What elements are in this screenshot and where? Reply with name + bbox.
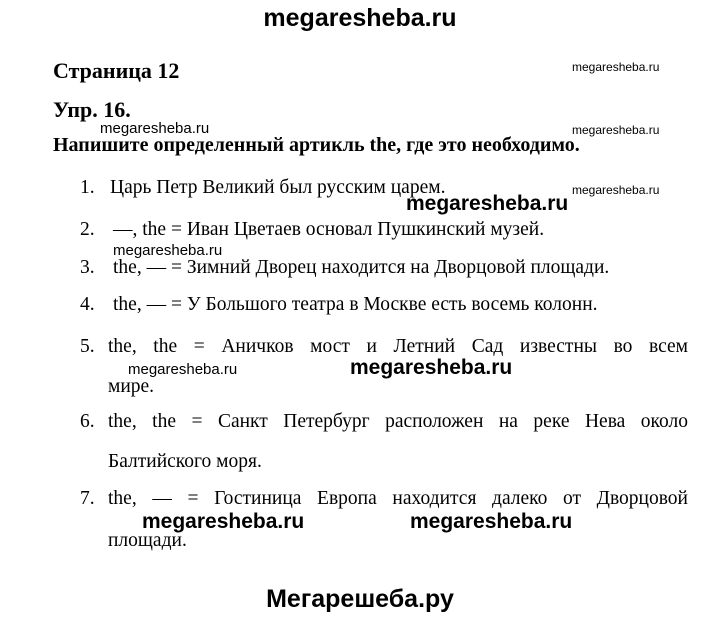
item-number: 1. <box>80 177 95 198</box>
item-text-line: мире. <box>108 376 155 397</box>
watermark-medium: megaresheba.ru <box>406 192 569 215</box>
exercise-title: Упр. 16. <box>53 97 131 122</box>
watermark-medium: megaresheba.ru <box>142 510 305 533</box>
item-number: 2. <box>80 219 95 240</box>
item-text: the, — = Зимний Дворец находится на Дворцовой площади. <box>113 257 610 278</box>
watermark-bottom: Мегарешеба.ру <box>266 585 454 613</box>
item-text: —, the = Иван Цветаев основал Пушкинский музей. <box>113 219 545 240</box>
watermark-small: megaresheba.ru <box>572 123 660 137</box>
page-title: Страница 12 <box>53 58 180 83</box>
watermark-small: megaresheba.ru <box>128 361 238 378</box>
item-text-line: площади. <box>108 530 187 551</box>
item-number: 4. <box>80 294 95 315</box>
item-text-line: the, the = Аничков мост и Летний Сад известны во всем <box>108 336 688 357</box>
watermark-small: megaresheba.ru <box>100 120 210 137</box>
watermark-medium: megaresheba.ru <box>350 356 513 379</box>
instruction: Напишите определенный артикль the, где это необходимо. <box>53 134 580 156</box>
item-number: 6. <box>80 411 95 432</box>
watermark-medium: megaresheba.ru <box>410 510 573 533</box>
item-text-line: the, — = Гостиница Европа находится далеко от Дворцовой <box>108 488 688 509</box>
item-number: 3. <box>80 257 95 278</box>
watermark-small: megaresheba.ru <box>572 183 660 197</box>
item-text: Царь Петр Великий был русским царем. <box>110 177 446 198</box>
item-text-line: the, the = Санкт Петербург расположен на реке Нева около <box>108 411 688 432</box>
item-number: 7. <box>80 488 95 509</box>
watermark-small: megaresheba.ru <box>113 242 223 259</box>
item-number: 5. <box>80 336 95 357</box>
item-text-line: Балтийского моря. <box>108 451 262 472</box>
watermark-top: megaresheba.ru <box>263 4 457 32</box>
item-text: the, — = У Большого театра в Москве есть восемь колонн. <box>113 294 598 315</box>
watermark-small: megaresheba.ru <box>572 60 660 74</box>
